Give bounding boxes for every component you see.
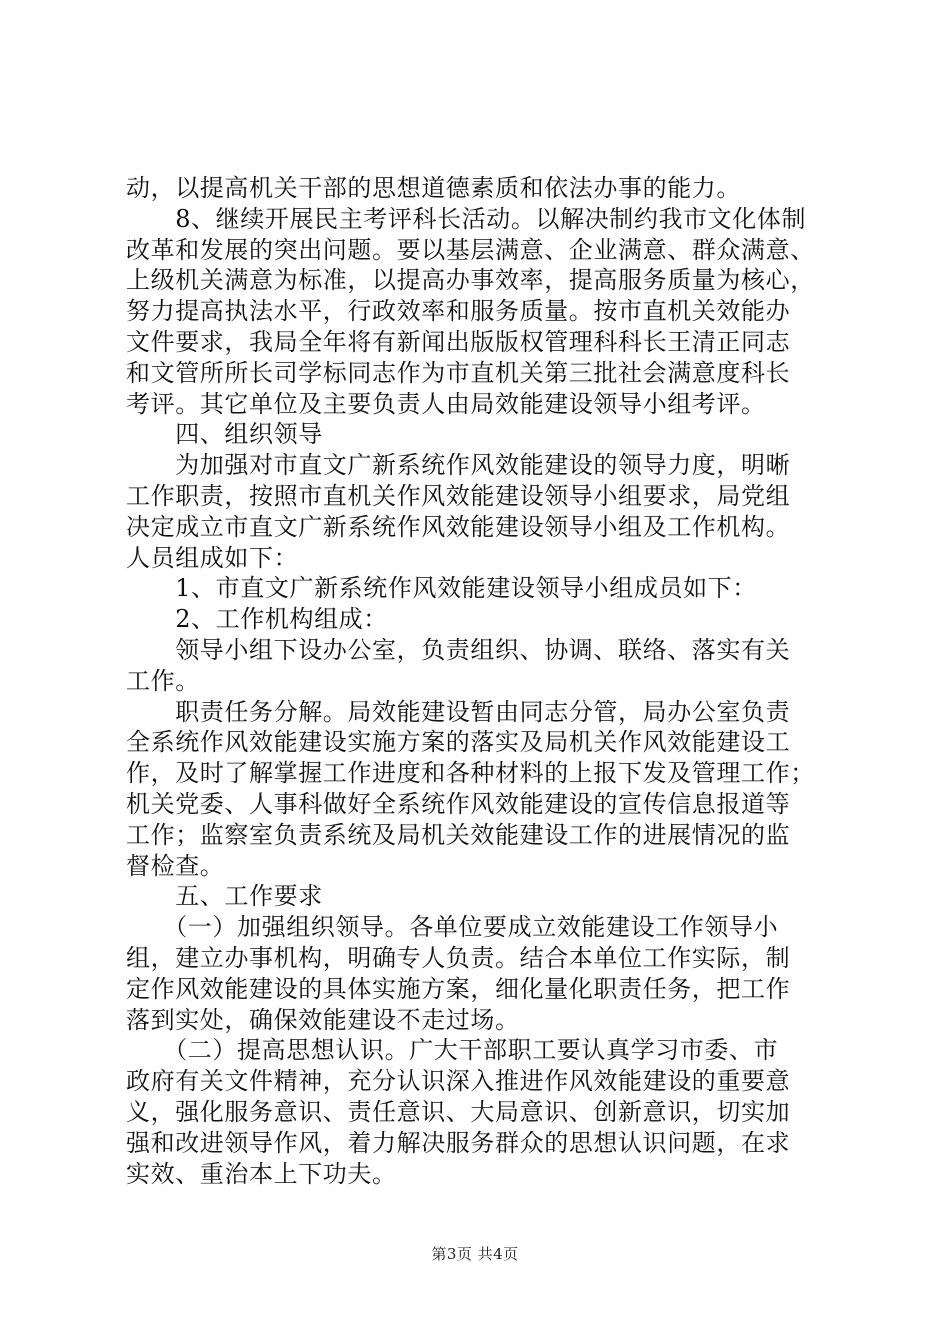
- body-line: 上级机关满意为标准，以提高办事效率，提高服务质量为核心，: [126, 266, 815, 295]
- body-line: 决定成立市直文广新系统作风效能建设领导小组及工作机构。: [126, 512, 791, 541]
- body-line: 作，及时了解掌握工作进度和各种材料的上报下发及管理工作；: [126, 759, 815, 788]
- body-line: 全系统作风效能建设实施方案的落实及局机关作风效能建设工: [126, 728, 791, 757]
- body-line: 强和改进领导作风，着力解决服务群众的思想认识问题，在求: [126, 1128, 791, 1157]
- body-line: 工作职责，按照市直机关作风效能建设领导小组要求，局党组: [126, 481, 791, 510]
- page-number-footer: 第3页 共4页: [431, 1245, 519, 1263]
- document-body: [126, 173, 846, 1189]
- body-line: 机关党委、人事科做好全系统作风效能建设的宣传信息报道等: [126, 789, 791, 818]
- section-heading: 四、组织领导: [126, 420, 323, 449]
- body-line: 组，建立办事机构，明确专人负责。结合本单位工作实际，制: [126, 943, 791, 972]
- body-line: 督检查。: [126, 851, 225, 880]
- body-line: 实效、重治本上下功夫。: [126, 1159, 397, 1188]
- body-line: 2、工作机构组成：: [126, 605, 388, 634]
- body-line: 领导小组下设办公室，负责组织、协调、联络、落实有关: [126, 635, 791, 664]
- body-line: 为加强对市直文广新系统作风效能建设的领导力度，明晰: [126, 451, 791, 480]
- body-line: 1、市直文广新系统作风效能建设领导小组成员如下：: [126, 574, 757, 603]
- body-line: （二）提高思想认识。广大干部职工要认真学习市委、市: [126, 1036, 779, 1065]
- body-line: 工作。: [126, 666, 200, 695]
- body-line: 职责任务分解。局效能建设暂由同志分管，局办公室负责: [126, 697, 791, 726]
- body-line: 落到实处，确保效能建设不走过场。: [126, 1005, 520, 1034]
- body-line: 人员组成如下：: [126, 543, 299, 572]
- body-line: 8、继续开展民主考评科长活动。以解决制约我市文化体制: [126, 204, 807, 233]
- body-line: 定作风效能建设的具体实施方案，细化量化职责任务，把工作: [126, 974, 791, 1003]
- body-line: （一）加强组织领导。各单位要成立效能建设工作领导小: [126, 913, 779, 942]
- body-line: 工作；监察室负责系统及局机关效能建设工作的进展情况的监: [126, 820, 791, 849]
- body-line: 和文管所所长司学标同志作为市直机关第三批社会满意度科长: [126, 358, 791, 387]
- body-line: 义，强化服务意识、责任意识、大局意识、创新意识，切实加: [126, 1097, 791, 1126]
- body-line: 政府有关文件精神，充分认识深入推进作风效能建设的重要意: [126, 1067, 791, 1096]
- body-line: 动，以提高机关干部的思想道德素质和依法办事的能力。: [126, 174, 741, 202]
- section-heading: 五、工作要求: [126, 882, 323, 911]
- body-line: 改革和发展的突出问题。要以基层满意、企业满意、群众满意、: [126, 235, 815, 264]
- body-line: 文件要求，我局全年将有新闻出版版权管理科科长王清正同志: [126, 327, 791, 356]
- body-line: 考评。其它单位及主要负责人由局效能建设领导小组考评。: [126, 389, 766, 418]
- body-line: 努力提高执法水平，行政效率和服务质量。按市直机关效能办: [126, 297, 791, 326]
